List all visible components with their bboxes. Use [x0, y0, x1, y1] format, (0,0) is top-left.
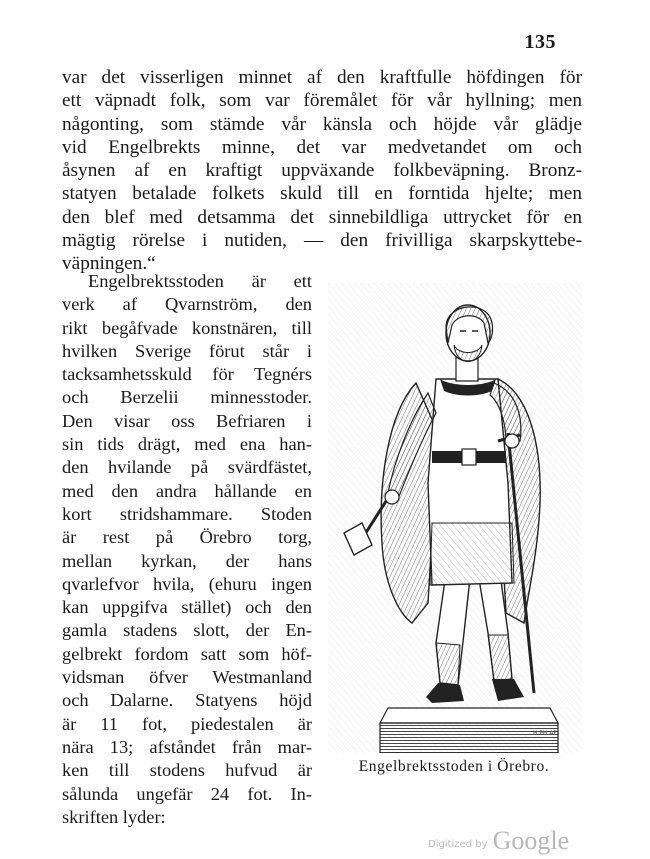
pedestal	[380, 708, 558, 753]
text-line: sålunda ungefär 24 fot. In-	[62, 783, 312, 804]
text-line: kort stridshammare. Stoden	[62, 503, 312, 524]
text-line: Den visar oss Befriaren i	[62, 410, 312, 431]
text-line: någonting, som stämde vår känsla och höjde vår glädje	[62, 113, 582, 135]
text-line: den blef med detsamma det sinnebildliga uttrycket för en	[62, 206, 582, 228]
text-line: är 11 fot, piedestalen är	[62, 713, 312, 734]
text-line: väpningen.“	[62, 253, 156, 275]
text-line: kan uppgifva stället) och den	[62, 597, 312, 618]
text-line: var det visserligen minnet af den kraftfulle höfdingen för	[62, 67, 582, 88]
text-line: nära 13; afståndet från mar-	[62, 736, 312, 757]
text-line: rikt begåfvade konstnären, till	[62, 317, 312, 338]
text-line: den hvilande på svärdfästet,	[62, 457, 312, 478]
text-line: Engelbrektsstoden är ett	[88, 271, 312, 291]
text-line: statyen betalade folkets skuld till en forntida hjelte; men	[62, 183, 582, 205]
text-line: gelbrekt fordom satt som höf-	[62, 643, 312, 664]
watermark-prefix: Digitized by	[428, 839, 488, 850]
text-line: och Dalarne. Statyens höjd	[62, 690, 312, 711]
text-line: ken till stodens hufvud är	[62, 760, 312, 781]
text-line: åsynen af en kraftigt uppväxande folkbeväpning. Bronz-	[62, 160, 582, 182]
paragraph-top	[62, 66, 582, 276]
text-line: och Berzelii minnesstoder.	[62, 387, 312, 408]
text-line: skriften lyder:	[62, 806, 166, 827]
text-line: qvarlefvor hvila, (ehuru ingen	[62, 573, 312, 594]
text-line: sin tids drägt, med ena han-	[62, 434, 312, 455]
text-line: mägtig rörelse i nutiden, — den frivilliga skarpskyttebe-	[62, 230, 582, 252]
text-line: vidsman öfver Westmanland	[62, 667, 312, 688]
text-line: är rest på Örebro torg,	[62, 527, 312, 548]
text-line: mellan kyrkan, der hans	[62, 550, 312, 571]
text-line: gamla stadens slott, der En-	[62, 620, 312, 641]
text-line: ett väpnadt folk, som var föremålet för vår hyllning; men	[62, 90, 582, 112]
statue-engraving	[328, 283, 582, 753]
figure-caption: Engelbrektsstoden i Örebro.	[358, 758, 550, 775]
engraver-signature: H.PH.AF	[533, 730, 557, 737]
text-line: tacksamhetsskuld för Tegnérs	[62, 364, 312, 385]
text-line: med den andra hållande en	[62, 480, 312, 501]
text-line: hvilken Sverige förut står i	[62, 340, 312, 361]
paragraph-column	[62, 270, 312, 829]
google-logo: Google	[492, 826, 570, 855]
text-line: verk af Qvarnström, den	[62, 294, 312, 315]
text-line: vid Engelbrekts minne, det var medvetandet om och	[62, 136, 582, 158]
page-number: 135	[524, 31, 556, 53]
digitized-watermark	[428, 826, 569, 856]
